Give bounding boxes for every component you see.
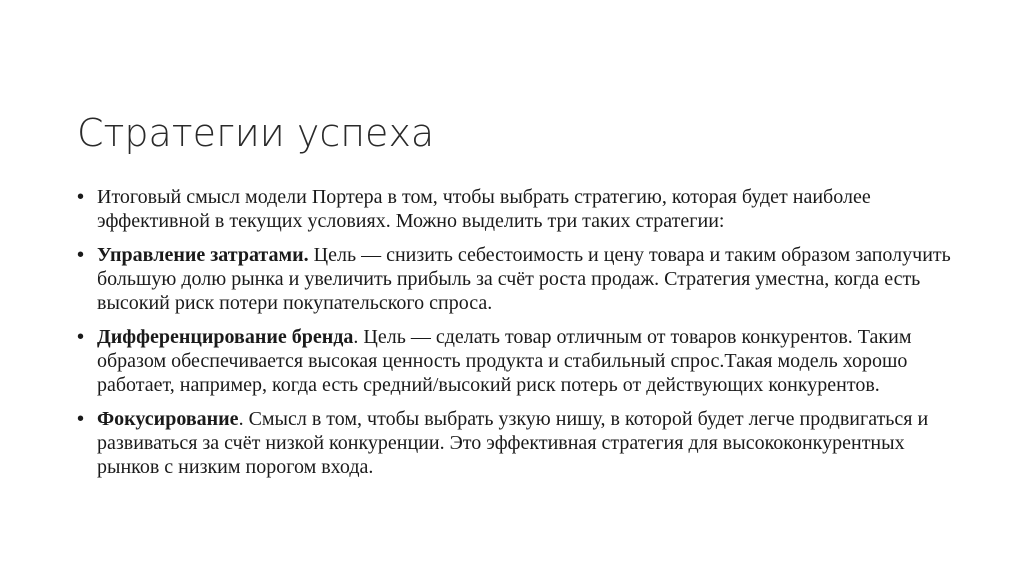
bullet-term: Фокусирование bbox=[97, 408, 239, 430]
bullet-text: Цель — снизить себестоимость и цену товара и таким образом заполучить большую долю рынка и увеличить прибыль за счёт роста продаж. Стратегия уместна, когда есть высокий риск потери покупательского спроса. bbox=[97, 244, 951, 314]
bullet-term: Управление затратами. bbox=[97, 244, 309, 266]
bullet-item-1 bbox=[77, 185, 957, 233]
bullet-term: Дифференцирование бренда bbox=[97, 326, 354, 348]
bullet-text: Итоговый смысл модели Портера в том, чтобы выбрать стратегию, которая будет наиболее эффективной в текущих условиях. Можно выделить три таких стратегии: bbox=[97, 186, 871, 232]
bullet-text: . Цель — сделать товар отличным от товаров конкурентов. Таким образом обеспечивается высокая ценность продукта и стабильный спрос.Такая модель хорошо работает, например, когда есть средний/высокий риск потерь от действующих конкурентов. bbox=[97, 326, 912, 396]
bullet-icon: • bbox=[77, 186, 85, 208]
bullet-text: . Смысл в том, чтобы выбрать узкую нишу, в которой будет легче продвигаться и развиваться за счёт низкой конкуренции. Это эффективная стратегия для высококонкурентных рынков с низким порогом входа. bbox=[97, 408, 929, 478]
bullet-item-3 bbox=[77, 325, 957, 397]
bullet-icon: • bbox=[77, 326, 85, 348]
bullet-icon: • bbox=[77, 244, 85, 266]
bullet-item-4 bbox=[77, 407, 957, 479]
slide-title: Стратегии успеха bbox=[77, 111, 435, 155]
bullet-list bbox=[77, 185, 957, 489]
bullet-item-2 bbox=[77, 243, 957, 315]
bullet-icon: • bbox=[77, 408, 85, 430]
